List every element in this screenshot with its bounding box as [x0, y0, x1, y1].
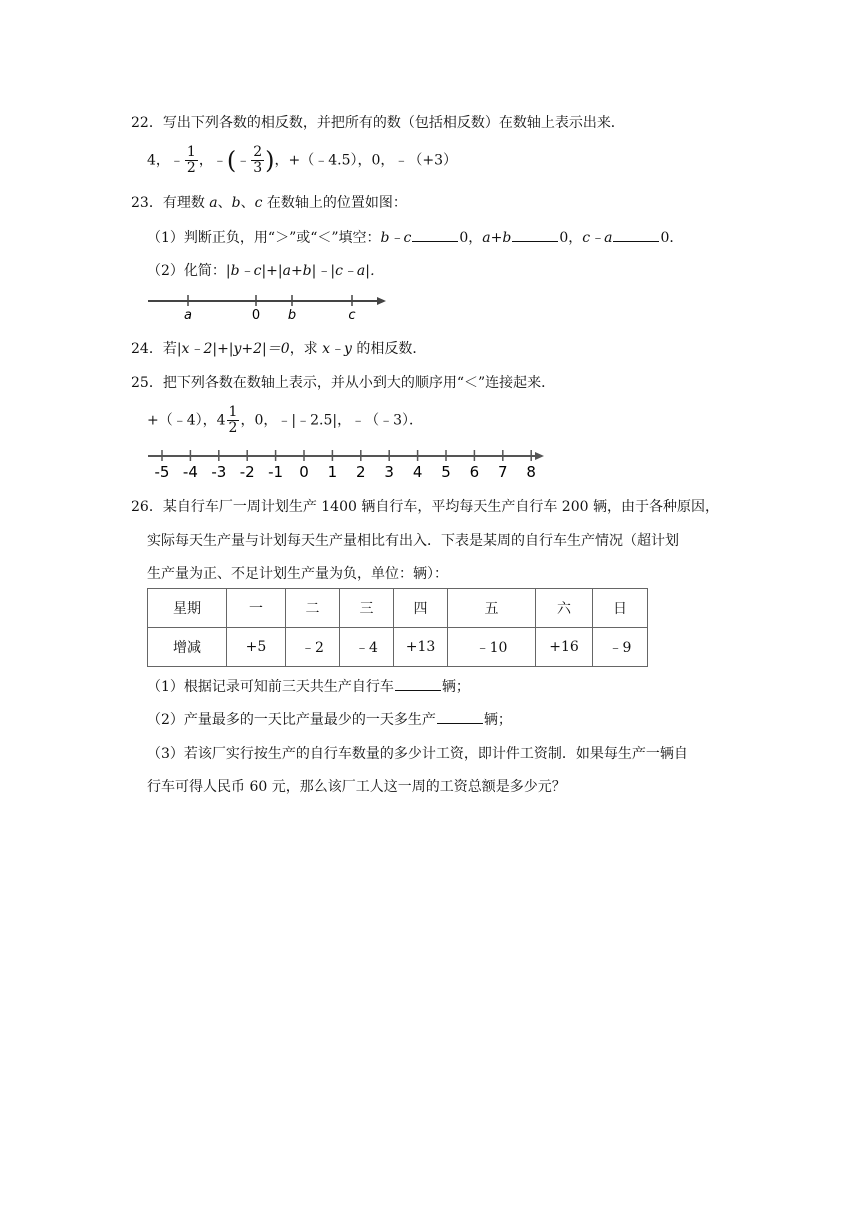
table-row: [148, 628, 648, 667]
q25-tick-label: -1: [268, 463, 284, 481]
q23-blank-3[interactable]: [613, 227, 659, 242]
q25-post: ，0，﹣|﹣2.5|，﹣（﹣3）．: [240, 412, 423, 429]
q23-p1-zero-2: 0: [559, 230, 569, 246]
q22-frac2-open: (: [226, 146, 237, 175]
q25-tick-label: 6: [469, 463, 480, 481]
q22-stem: 22．写出下列各数的相反数，并把所有的数（包括相反数）在数轴上表示出来．: [131, 115, 625, 131]
q24-expr: x﹣y: [322, 341, 352, 357]
q23-blank-2[interactable]: [512, 227, 558, 242]
q25-tick-label: 5: [441, 463, 451, 481]
q25-frac-num: 1: [228, 404, 238, 420]
table-cell: +13: [394, 628, 448, 667]
q25-tick-label: -5: [154, 463, 170, 481]
q23-axis-arrow: [377, 297, 386, 305]
table-cell: 四: [394, 589, 448, 628]
table-cell: 增减: [148, 628, 227, 667]
q22-fraction-1: [185, 145, 198, 176]
q25-frac-den: 2: [228, 420, 238, 436]
q23-p1-zero-3: 0: [660, 230, 670, 246]
q22-frac1-den: 2: [186, 160, 196, 176]
q22-separator: ，: [198, 152, 213, 169]
table-cell: 二: [286, 589, 340, 628]
q24: [131, 338, 426, 358]
q23-p1-comma-1: ，: [468, 230, 483, 246]
table-cell: 日: [593, 589, 648, 628]
q23-stem-b: 在数轴上的位置如图：: [262, 195, 407, 211]
table-cell: +5: [227, 628, 286, 667]
q23-p1-comma-2: ，: [568, 230, 583, 246]
q25-axis-arrow: [535, 452, 544, 460]
table-cell: 三: [340, 589, 394, 628]
q23-axis-label-0: 0: [251, 308, 261, 323]
q22-frac1-num: 1: [186, 144, 196, 160]
q22-frac1-sign: ﹣: [169, 152, 184, 169]
q25-tick-label: 1: [327, 463, 338, 481]
q25-tick-label: -3: [211, 463, 227, 481]
q26-line-1: 26．某自行车厂一周计划生产 1400 辆自行车，平均每天生产自行车 200 辆，由于各种原因，: [131, 499, 719, 515]
table-cell: ﹣9: [593, 628, 648, 667]
table-cell: +16: [536, 628, 593, 667]
q23-axis-label-b: b: [287, 308, 297, 323]
table-cell: 五: [448, 589, 536, 628]
q23-stem: [131, 192, 407, 212]
q22-frac2-num: 2: [253, 144, 263, 160]
q26-sub-1: [147, 676, 470, 696]
q26-s1-post: 辆；: [441, 679, 470, 695]
q23-number-line: [148, 292, 388, 322]
q22-number-1: 4，: [147, 152, 170, 169]
q26-sub-2: [147, 709, 512, 729]
q26-line-2: 实际每天生产量与计划每天生产量相比有出入．下表是某周的自行车生产情况（超计划: [147, 533, 679, 549]
q22-frac2-sign: ﹣: [236, 152, 251, 169]
q26-blank-2[interactable]: [437, 709, 483, 724]
q23-axis-label-a: a: [184, 308, 192, 323]
table-cell: 六: [536, 589, 593, 628]
production-table: [147, 588, 648, 667]
q26-s1-pre: （1）根据记录可知前三天共生产自行车: [147, 679, 394, 695]
q22-numbers: [147, 145, 457, 176]
q25-tick-label: 8: [526, 463, 536, 481]
q25-numbers: [147, 405, 423, 436]
q23-var-a: a: [209, 195, 218, 211]
q23-p1-expr-2: a+b: [482, 230, 512, 246]
q22-frac2-den: 3: [253, 160, 263, 176]
table-cell: ﹣4: [340, 628, 394, 667]
q22-frac2-close: ): [265, 146, 275, 175]
q25-fraction: [227, 405, 240, 436]
table-cell: ﹣10: [448, 628, 536, 667]
q25-stem: 25．把下列各数在数轴上表示，并从小到大的顺序用“＜”连接起来．: [131, 375, 556, 391]
q23-stem-a: 23．有理数: [131, 195, 210, 211]
table-row: [148, 589, 648, 628]
q26-sub-3-line-1: （3）若该厂实行按生产的自行车数量的多少计工资，即计件工资制．如果每生产一辆自: [147, 746, 688, 762]
q25-pre: +（﹣4），4: [147, 412, 226, 429]
q25-tick-label: 0: [299, 463, 309, 481]
q24-equation: |x﹣2|+|y+2|＝0: [176, 341, 290, 357]
q25-tick-label: 7: [498, 463, 508, 481]
q23-sep-2: 、: [240, 195, 255, 211]
q26-s2-pre: （2）产量最多的一天比产量最少的一天多生产: [147, 712, 436, 728]
table-cell: ﹣2: [286, 628, 340, 667]
q25-number-line: [148, 450, 548, 480]
q23-part-2: [147, 260, 384, 280]
q25-tick-label: 2: [356, 463, 366, 481]
q22-rest: ，+（﹣4.5），0，﹣（+3）: [274, 152, 458, 169]
table-cell: 星期: [148, 589, 227, 628]
q26-sub-3-line-2: 行车可得人民币 60 元，那么该厂工人这一周的工资总额是多少元？: [147, 779, 566, 795]
q24-post: 的相反数．: [351, 341, 427, 357]
q24-pre: 24．若: [131, 341, 177, 357]
q23-p1-expr-3: c﹣a: [582, 230, 613, 246]
q26-s2-post: 辆；: [483, 712, 512, 728]
q26-line-3: 生产量为正、不足计划生产量为负，单位：辆）：: [147, 566, 448, 582]
q23-p2-expr: |b﹣c|+|a+b|﹣|c﹣a|．: [225, 263, 384, 279]
q25-tick-label: 4: [412, 463, 423, 481]
table-cell: 一: [227, 589, 286, 628]
q22-frac2-prefix: ﹣: [212, 152, 227, 169]
q23-sep-1: 、: [217, 195, 232, 211]
q23-axis-label-c: c: [348, 308, 356, 323]
q23-p1-text: （1）判断正负，用“＞”或“＜”填空：: [147, 230, 381, 246]
q23-part-1: [147, 227, 683, 247]
q25-tick-label: -2: [239, 463, 255, 481]
q25-tick-label: -4: [182, 463, 198, 481]
q23-blank-1[interactable]: [412, 227, 458, 242]
q23-var-b: b: [231, 195, 241, 211]
q22-fraction-2: [251, 145, 264, 176]
q23-var-c: c: [254, 195, 263, 211]
q26-blank-1[interactable]: [395, 676, 441, 691]
q24-mid: ，求: [289, 341, 323, 357]
q23-p1-expr-1: b﹣c: [380, 230, 412, 246]
q25-axis-ticks: [155, 450, 536, 481]
q23-p1-zero-1: 0: [459, 230, 469, 246]
q25-tick-label: 3: [384, 463, 394, 481]
q23-p1-end: ．: [669, 230, 684, 246]
q23-p2-label: （2）化简：: [147, 263, 226, 279]
